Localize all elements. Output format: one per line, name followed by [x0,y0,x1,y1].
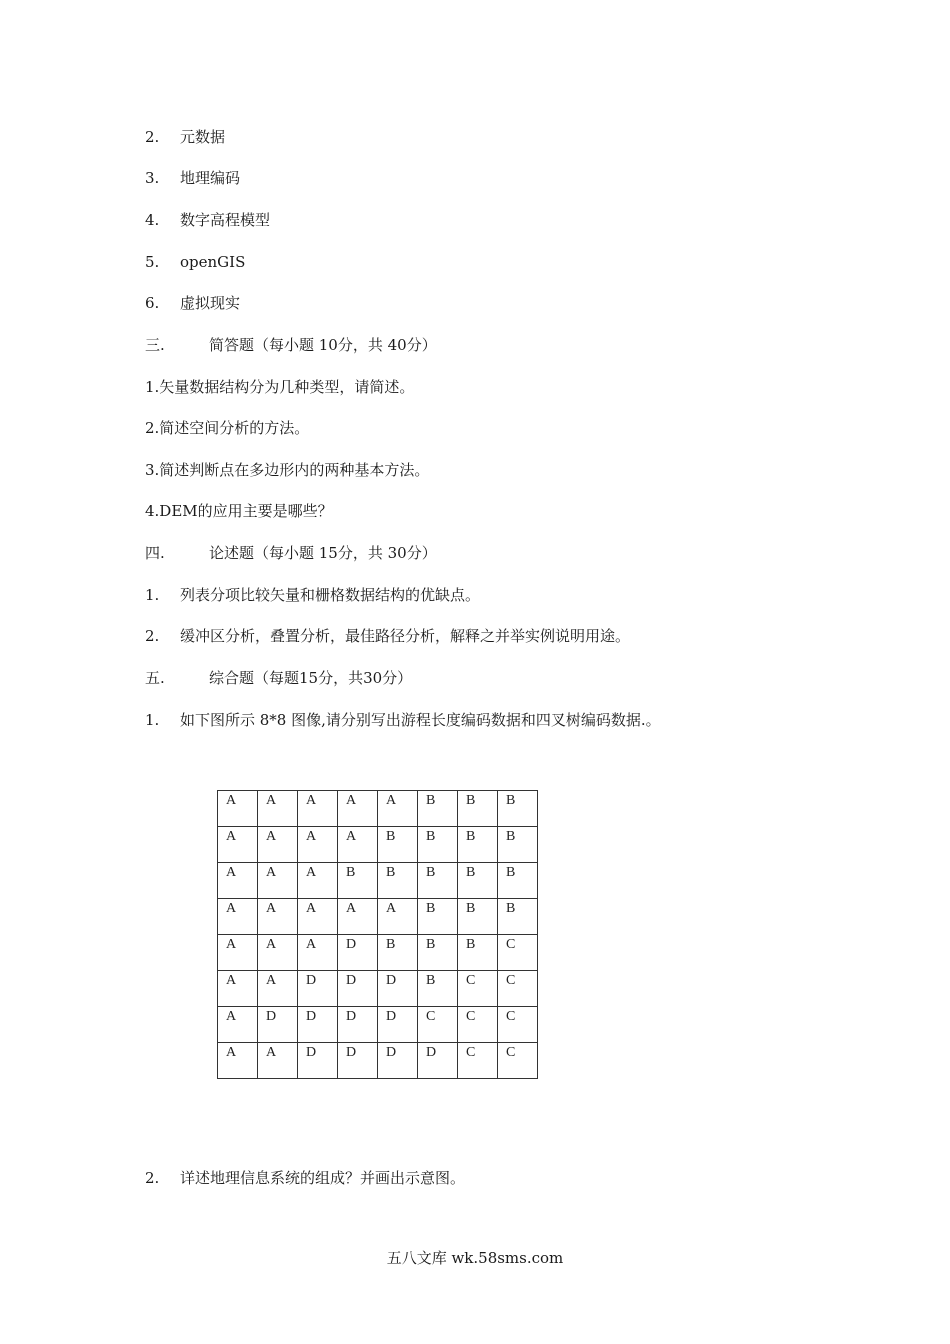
grid-cell: B [498,827,538,863]
grid-cell: B [498,791,538,827]
question-text: 缓冲区分析，叠置分析，最佳路径分析，解释之并举实例说明用途。 [180,627,631,645]
grid-cell: A [218,971,258,1007]
grid-cell: A [298,827,338,863]
grid-cell: C [418,1007,458,1043]
grid-cell: A [378,791,418,827]
grid-cell: B [338,863,378,899]
item-number: 3. [145,169,160,187]
grid-cell: A [338,827,378,863]
grid-cell: D [338,1007,378,1043]
grid-cell: B [418,971,458,1007]
grid-cell: A [218,935,258,971]
glossary-item [145,210,270,230]
grid-cell: B [458,791,498,827]
grid-cell: D [418,1043,458,1079]
grid-cell: A [258,935,298,971]
raster-grid-table [217,790,538,1079]
grid-cell: B [418,935,458,971]
grid-cell: A [298,863,338,899]
grid-cell: A [218,1007,258,1043]
grid-cell: A [298,935,338,971]
grid-row [218,1007,538,1043]
grid-cell: A [338,791,378,827]
grid-row [218,863,538,899]
question-text: 如下图所示 8*8 图像,请分别写出游程长度编码数据和四叉树编码数据.。 [180,711,661,729]
grid-cell: A [338,899,378,935]
grid-row [218,935,538,971]
grid-row [218,827,538,863]
question [145,1168,465,1188]
grid-row [218,1043,538,1079]
grid-cell: A [218,863,258,899]
item-number: 2. [145,128,160,146]
grid-cell: B [458,863,498,899]
grid-cell: D [298,971,338,1007]
question [145,626,630,646]
grid-cell: D [298,1007,338,1043]
grid-cell: C [498,971,538,1007]
section-heading-3 [145,335,437,355]
grid-cell: B [378,863,418,899]
grid-cell: D [338,1043,378,1079]
grid-cell: B [418,791,458,827]
item-number: 6. [145,294,160,312]
section-number: 三. [145,336,165,354]
grid-cell: B [498,863,538,899]
grid-row [218,899,538,935]
section-number: 四. [145,544,165,562]
section-number: 五. [145,669,165,687]
glossary-item [145,252,245,272]
question-number: 2. [145,627,160,645]
grid-cell: A [218,791,258,827]
grid-cell: C [458,1007,498,1043]
grid-cell: D [298,1043,338,1079]
grid-cell: B [458,827,498,863]
grid-cell: A [258,791,298,827]
question [145,710,661,730]
question-text: 列表分项比较矢量和栅格数据结构的优缺点。 [180,586,481,604]
grid-cell: B [458,899,498,935]
grid-cell: D [378,971,418,1007]
question [145,585,480,605]
grid-cell: C [458,1043,498,1079]
grid-cell: A [298,791,338,827]
grid-row [218,971,538,1007]
grid-cell: C [498,1007,538,1043]
question-text: 详述地理信息系统的组成？并画出示意图。 [180,1169,466,1187]
grid-cell: A [258,827,298,863]
grid-cell: D [378,1007,418,1043]
section-title: 综合题（每题15分，共30分） [209,669,413,687]
grid-cell: A [258,971,298,1007]
question: 1.矢量数据结构分为几种类型，请简述。 [145,378,415,396]
grid-cell: D [258,1007,298,1043]
section-heading-5 [145,668,412,688]
grid-cell: D [378,1043,418,1079]
glossary-item [145,293,240,313]
item-text: 元数据 [180,128,226,146]
section-title: 论述题（每小题 15分，共 30分） [209,544,437,562]
question: 2.简述空间分析的方法。 [145,419,310,437]
grid-cell: A [218,899,258,935]
question-number: 1. [145,711,160,729]
grid-cell: C [498,935,538,971]
grid-cell: B [498,899,538,935]
footer-watermark: 五八文库 wk.58sms.com [386,1249,564,1267]
item-text: 数字高程模型 [180,211,271,229]
grid-cell: B [378,827,418,863]
grid-cell: A [258,899,298,935]
grid-cell: D [338,935,378,971]
item-number: 5. [145,253,160,271]
grid-cell: A [258,1043,298,1079]
grid-cell: B [418,863,458,899]
grid-cell: A [298,899,338,935]
question: 3.简述判断点在多边形内的两种基本方法。 [145,461,430,479]
question-number: 2. [145,1169,160,1187]
section-heading-4 [145,543,437,563]
grid-cell: A [218,827,258,863]
grid-row [218,791,538,827]
grid-cell: C [458,971,498,1007]
grid-cell: B [378,935,418,971]
glossary-item [145,127,225,147]
section-title: 简答题（每小题 10分，共 40分） [209,336,437,354]
grid-cell: B [418,899,458,935]
item-number: 4. [145,211,160,229]
item-text: openGIS [180,253,246,271]
item-text: 地理编码 [180,169,241,187]
item-text: 虚拟现实 [180,294,241,312]
grid-cell: A [218,1043,258,1079]
grid-cell: C [498,1043,538,1079]
question: 4.DEM的应用主要是哪些？ [145,502,333,520]
grid-cell: A [258,863,298,899]
question-number: 1. [145,586,160,604]
grid-cell: B [458,935,498,971]
grid-cell: B [418,827,458,863]
glossary-item [145,168,240,188]
grid-cell: D [338,971,378,1007]
grid-cell: A [378,899,418,935]
